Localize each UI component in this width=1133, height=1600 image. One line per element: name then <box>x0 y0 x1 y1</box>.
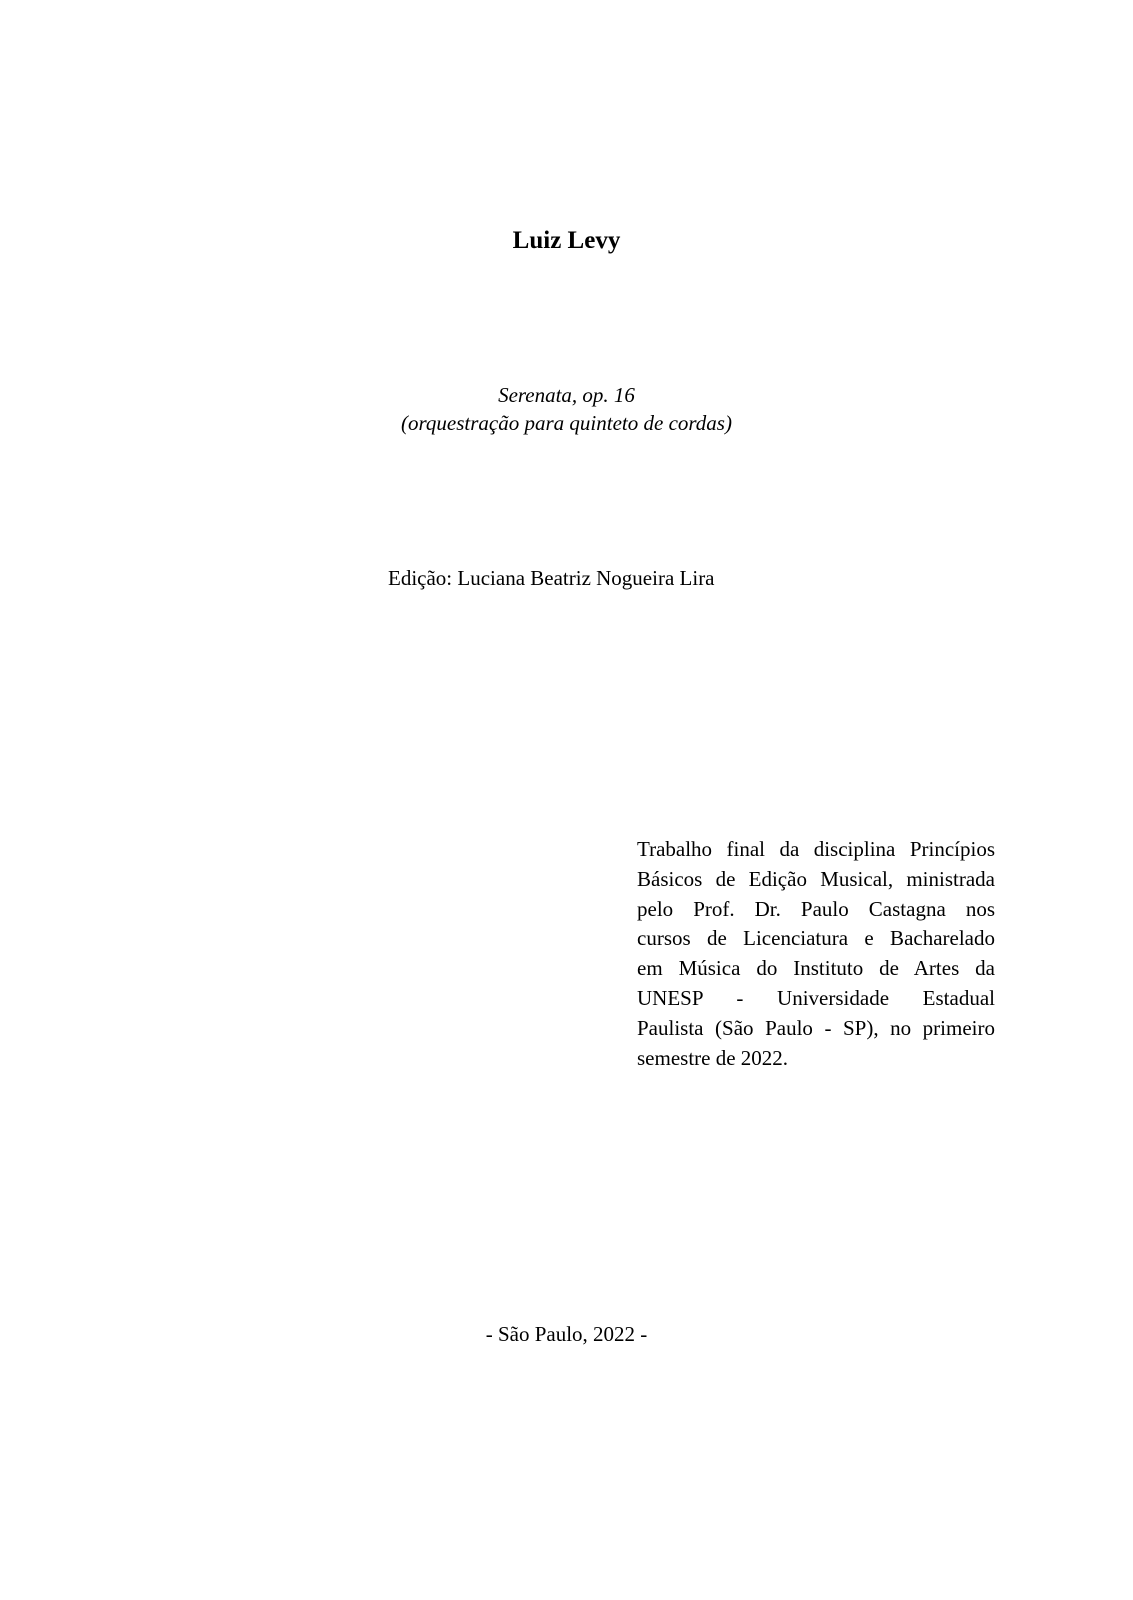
description-line: cursos de Licenciatura e Bacharelado <box>637 926 995 951</box>
description-line: UNESP - Universidade Estadual <box>637 985 995 1010</box>
work-title-block <box>0 381 1133 437</box>
description-line: Básicos de Edição Musical, ministrada <box>637 866 995 891</box>
work-title: Serenata, op. 16 <box>498 383 635 407</box>
description-line: pelo Prof. Dr. Paulo Castagna nos <box>637 896 995 921</box>
description-line: Trabalho final da disciplina Princípios <box>637 837 995 861</box>
description-line: semestre de 2022. <box>637 1045 789 1070</box>
author-name: Luiz Levy <box>512 227 621 254</box>
editor-credit: Edição: Luciana Beatriz Nogueira Lira <box>388 566 715 590</box>
place-and-date: - São Paulo, 2022 - <box>485 1322 648 1346</box>
description-line: em Música do Instituto de Artes da <box>637 956 995 981</box>
work-subtitle: (orquestração para quinteto de cordas) <box>401 411 732 435</box>
work-description <box>637 835 995 1073</box>
description-line: Paulista (São Paulo - SP), no primeiro <box>637 1015 995 1040</box>
